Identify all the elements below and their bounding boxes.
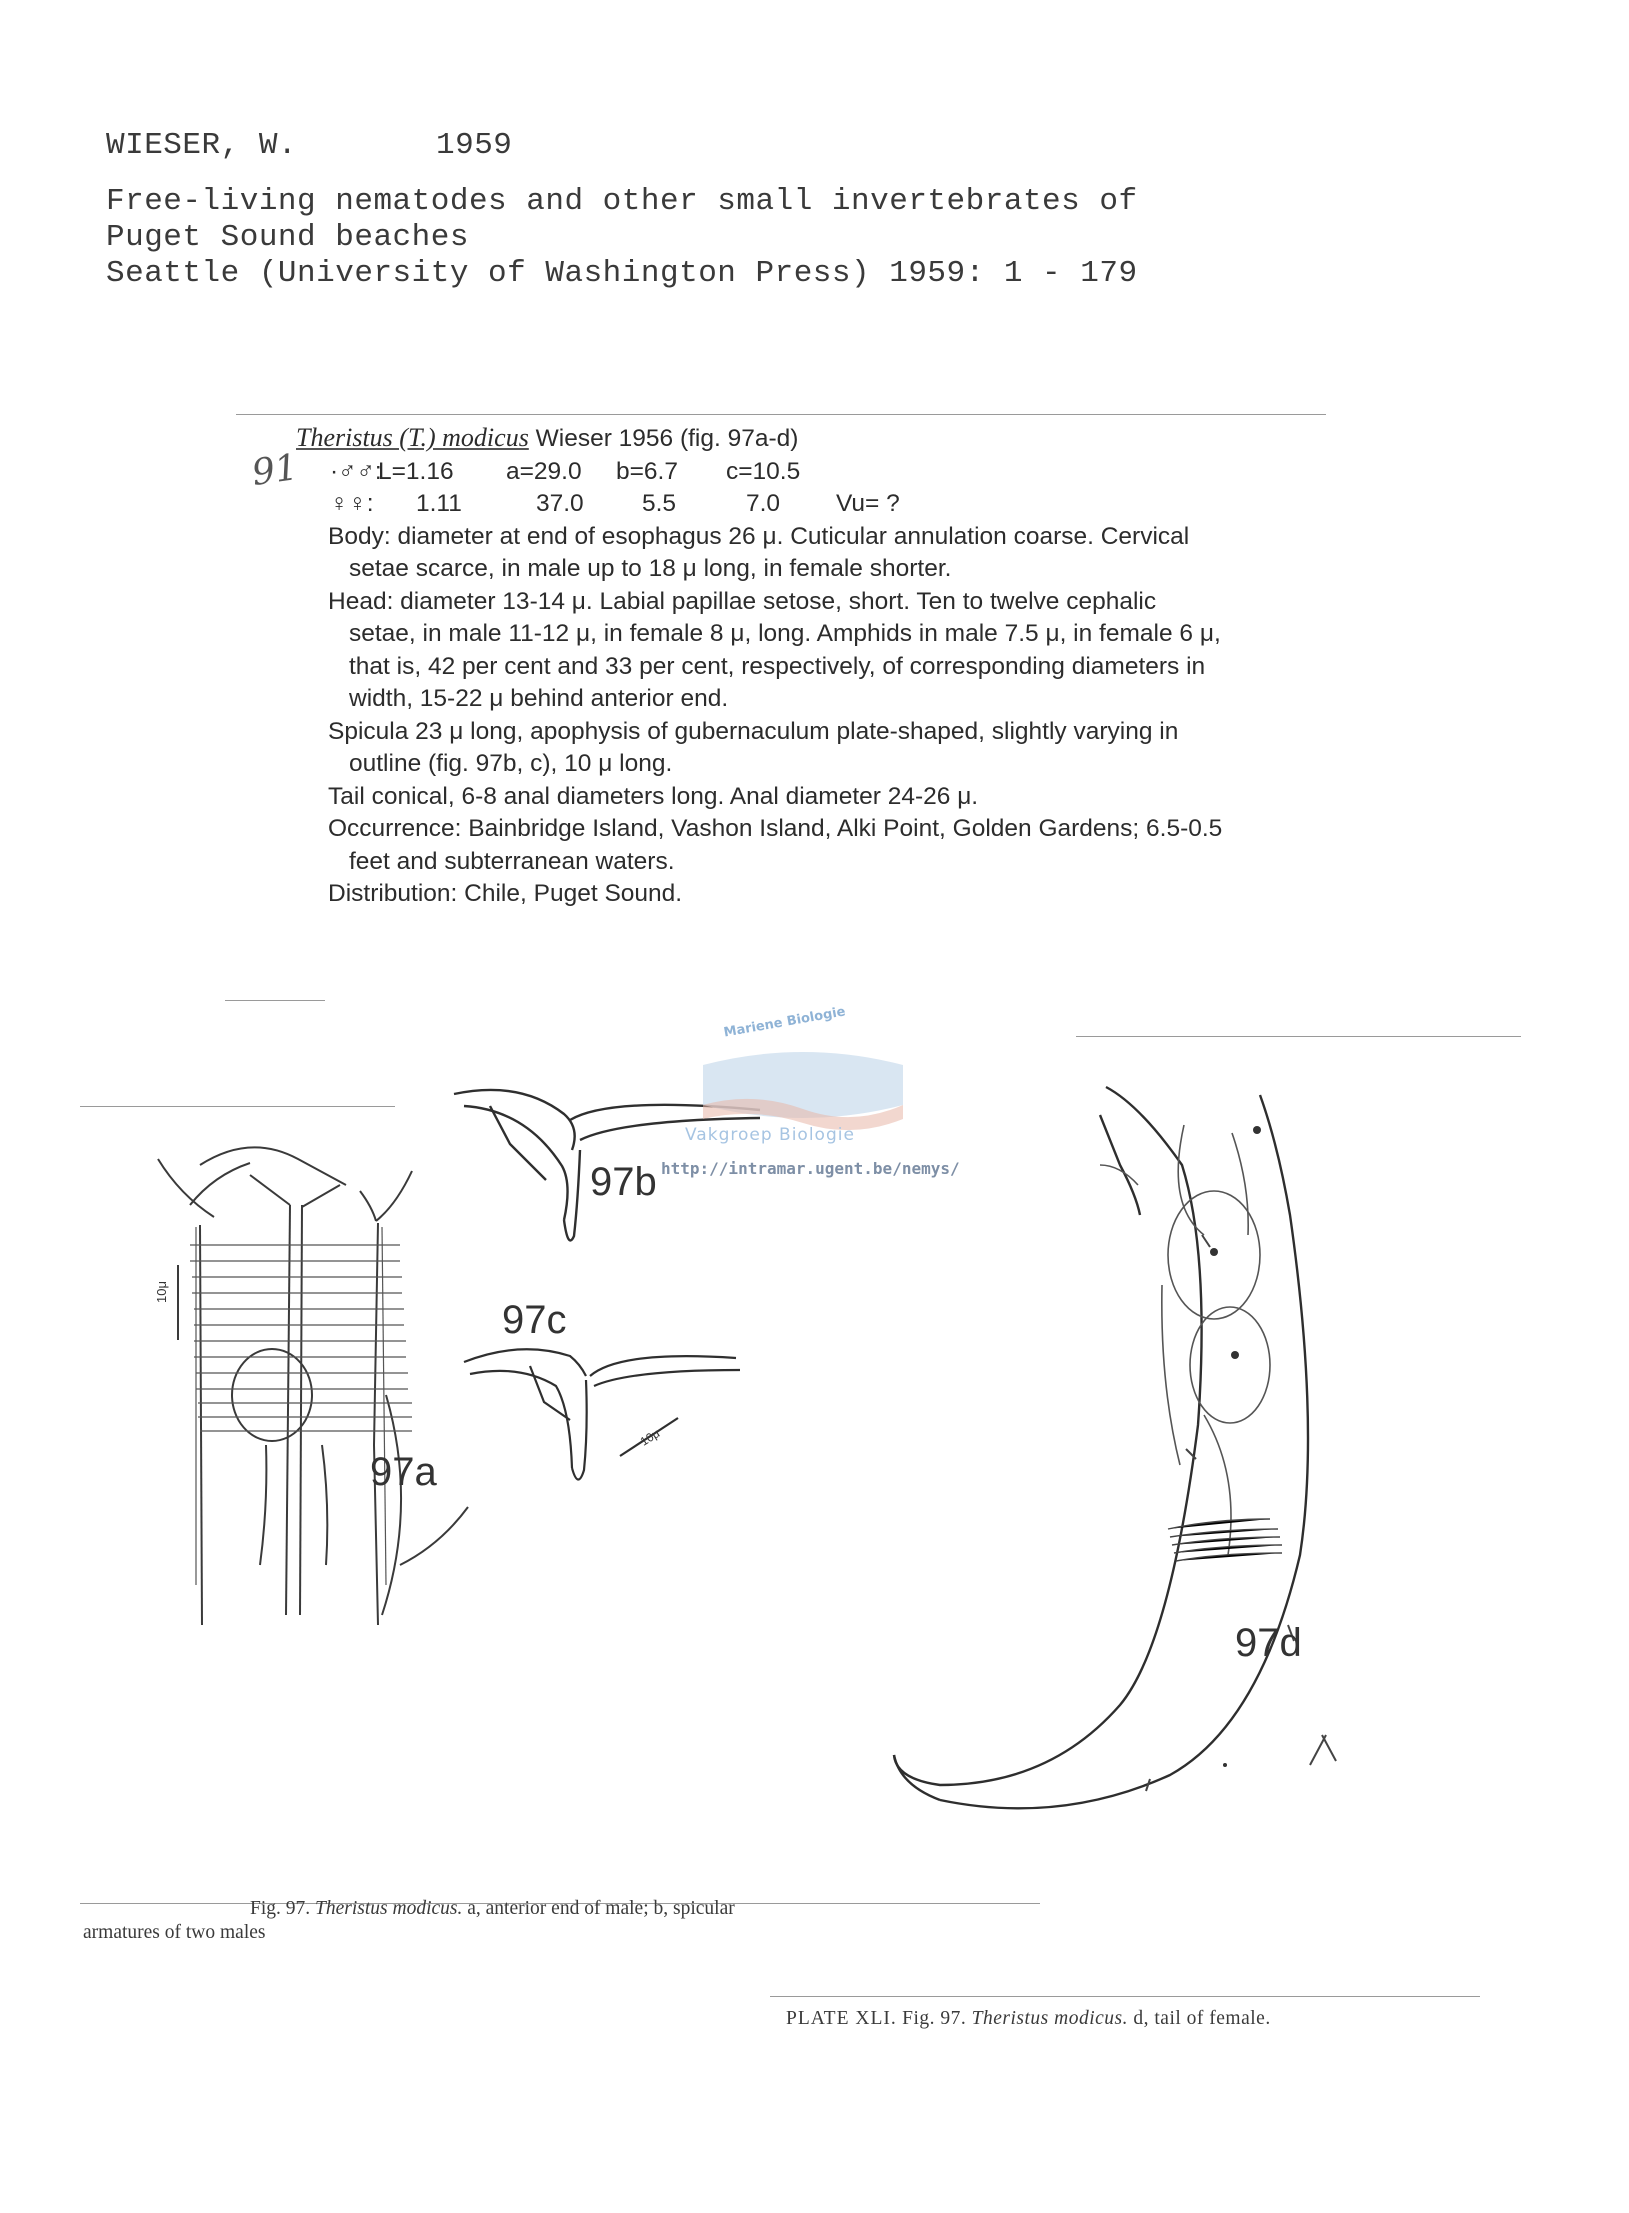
female-vu: Vu= ?	[836, 490, 900, 517]
paragraph-head: Head: diameter 13-14 μ. Labial papillae setose, short. Ten to twelve cephalic setae, in male 11-12 μ, in female 8 μ, long. Amphids in male 7.5 μ, in female 6 μ, that is, 42 per cent and 33 per cent, respectively, of corresponding diameters in width, 15-22 μ behind anterior end.	[328, 587, 1221, 712]
figure-97d-drawing	[880, 1085, 1440, 1885]
caption-a-species: Theristus modicus.	[315, 1898, 463, 1919]
year: 1959	[436, 128, 513, 163]
figure-label-97b: 97b	[590, 1160, 657, 1204]
publication-title-line-2: Puget Sound beaches	[106, 220, 469, 255]
figure-97c-drawing	[460, 1290, 760, 1520]
paragraph-body: Body: diameter at end of esophagus 26 μ. Cuticular annulation coarse. Cervical setae scarce, in male up to 18 μ long, in female shorter.	[328, 522, 1190, 582]
male-L: L=1.16	[378, 457, 454, 485]
figure-97a-drawing	[150, 1145, 480, 1625]
caption-a-prefix: Fig. 97.	[250, 1898, 311, 1919]
caption-d-species: Theristus modicus.	[971, 2008, 1128, 2029]
scale-bar-label-a: 10μ	[154, 1281, 169, 1303]
publication-source: Seattle (University of Washington Press) 1959: 1 - 179	[106, 256, 1138, 291]
paragraph-spicula: Spicula 23 μ long, apophysis of gubernaculum plate-shaped, slightly varying in outline (fig. 97b, c), 10 μ long.	[328, 717, 1179, 777]
female-a: 37.0	[536, 490, 584, 517]
figure-rule-right	[1076, 1036, 1521, 1037]
female-c: 7.0	[746, 490, 781, 517]
plate-label: PLATE XLI.	[786, 2008, 897, 2029]
figure-label-97c: 97c	[502, 1298, 567, 1342]
figure-caption-d	[786, 2008, 1271, 2030]
paragraph-distribution: Distribution: Chile, Puget Sound.	[328, 880, 683, 907]
watermark-group: Vakgroep Biologie	[685, 1125, 855, 1145]
watermark-url: http://intramar.ugent.be/nemys/	[661, 1159, 960, 1178]
caption-a-line2: armatures of two males	[83, 1922, 266, 1943]
male-b: b=6.7	[616, 457, 678, 485]
figure-caption-a	[83, 1898, 1030, 1944]
species-name: Theristus (T.) modicus	[296, 423, 529, 452]
male-measurements	[296, 456, 1226, 489]
figure-97d	[880, 1085, 1440, 1885]
female-measurements	[296, 488, 1226, 521]
caption-d-text: d, tail of female.	[1133, 2008, 1271, 2029]
figure-97a	[150, 1145, 480, 1625]
author: WIESER, W.	[106, 128, 298, 163]
male-a: a=29.0	[506, 457, 582, 485]
citation-header	[106, 128, 1138, 292]
paragraph-tail: Tail conical, 6-8 anal diameters long. Anal diameter 24-26 μ.	[328, 782, 979, 810]
species-heading	[296, 422, 1226, 456]
publication-title-line-1: Free-living nematodes and other small invertebrates of	[106, 184, 1138, 219]
figure-label-97d: 97d	[1235, 1621, 1302, 1665]
figure-label-97a: 97a	[370, 1450, 437, 1494]
caption-d-prefix: Fig. 97.	[902, 2008, 967, 2029]
species-authority: Wieser 1956 (fig. 97a-d)	[535, 425, 799, 452]
watermark-arc-text: Mariene Biologie	[722, 1004, 847, 1041]
caption-a-text: a, anterior end of male; b, spicular	[467, 1898, 735, 1919]
section-rule-left	[225, 1000, 325, 1001]
figure-rule-left	[80, 1106, 395, 1107]
female-label: ♀♀:	[330, 490, 374, 517]
male-label: ·♂♂:	[330, 457, 382, 485]
paragraph-occurrence: Occurrence: Bainbridge Island, Vashon Island, Alki Point, Golden Gardens; 6.5-0.5 feet and subterranean waters.	[328, 815, 1223, 875]
handwritten-note: 91	[249, 447, 301, 494]
female-L: 1.11	[416, 490, 462, 517]
caption-rule-b	[770, 1996, 1480, 1997]
scale-bar-label-c: 10μ	[637, 1426, 663, 1449]
top-rule	[236, 414, 1326, 415]
species-description	[296, 422, 1226, 911]
male-c: c=10.5	[726, 457, 801, 485]
female-b: 5.5	[642, 490, 677, 517]
